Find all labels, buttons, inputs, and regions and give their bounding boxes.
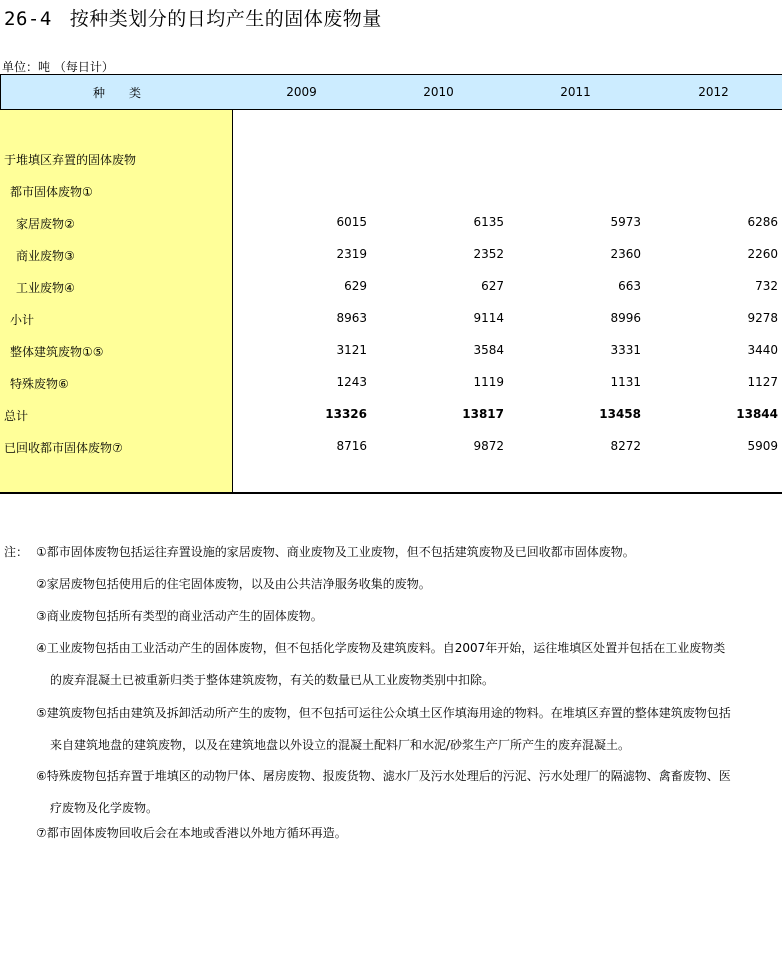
table-cell: 2360 xyxy=(610,247,641,261)
table-cell: 1119 xyxy=(473,375,504,389)
table-cell: 5909 xyxy=(747,439,778,453)
row-label-domestic: 家居废物② xyxy=(16,217,75,231)
table-number: 26-4 xyxy=(4,8,52,30)
header-year-label: 2011 xyxy=(560,85,591,99)
row-label-industrial: 工业废物④ xyxy=(16,281,75,295)
table-cell: 6135 xyxy=(473,215,504,229)
note-line: ③商业废物包括所有类型的商业活动产生的固体废物。 xyxy=(36,609,323,623)
note-line: 来自建筑地盘的建筑废物，以及在建筑地盘以外设立的混凝土配料厂和水泥/砂浆生产厂所产生的废弃混凝土。 xyxy=(50,738,631,752)
table-cell: 9872 xyxy=(473,439,504,453)
table-cell: 8996 xyxy=(610,311,641,325)
row-label-special: 特殊废物⑥ xyxy=(10,377,69,391)
note-line: ①都市固体废物包括运往弃置设施的家居废物、商业废物及工业废物，但不包括建筑废物及已回收都市固体废物。 xyxy=(36,545,635,559)
notes-prefix: 注： xyxy=(4,545,29,559)
table-cell: 9278 xyxy=(747,311,778,325)
row-label-landfill: 于堆填区弃置的固体废物 xyxy=(4,153,137,167)
row-label-construction: 整体建筑废物①⑤ xyxy=(10,345,104,359)
table-cell-total: 13458 xyxy=(599,407,641,421)
header-year-2010 xyxy=(370,74,508,110)
table-cell: 2352 xyxy=(473,247,504,261)
header-year-label: 2009 xyxy=(286,85,317,99)
table-cell: 2260 xyxy=(747,247,778,261)
table-cell: 1131 xyxy=(610,375,641,389)
table-cell: 3121 xyxy=(336,343,367,357)
row-label-msw: 都市固体废物① xyxy=(10,185,93,199)
row-label-recovered: 已回收都市固体废物⑦ xyxy=(4,441,123,455)
table-cell: 2319 xyxy=(336,247,367,261)
header-category xyxy=(0,74,234,110)
table-cell: 627 xyxy=(481,279,504,293)
table-cell: 3584 xyxy=(473,343,504,357)
table-title xyxy=(4,4,382,31)
note-line: ②家居废物包括使用后的住宅固体废物，以及由公共洁净服务收集的废物。 xyxy=(36,577,431,591)
unit-label: 单位：吨 （每日计） xyxy=(2,60,114,74)
row-label-subtotal: 小计 xyxy=(10,313,35,327)
table-cell: 3331 xyxy=(610,343,641,357)
table-cell: 6286 xyxy=(747,215,778,229)
row-label-commercial: 商业废物③ xyxy=(16,249,75,263)
table-cell: 629 xyxy=(344,279,367,293)
header-category-label: 种 类 xyxy=(92,85,141,100)
table-cell: 8716 xyxy=(336,439,367,453)
table-cell: 9114 xyxy=(473,311,504,325)
note-line: ⑥特殊废物包括弃置于堆填区的动物尸体、屠房废物、报废货物、滤水厂及污水处理后的污泥、污水处理厂的隔滤物、禽畜废物、医 xyxy=(36,769,731,783)
table-cell: 732 xyxy=(755,279,778,293)
table-cell: 8963 xyxy=(336,311,367,325)
note-line: ⑦都市固体废物回收后会在本地或香港以外地方循环再造。 xyxy=(36,826,347,840)
table-cell-total: 13326 xyxy=(325,407,367,421)
table-cell: 6015 xyxy=(336,215,367,229)
header-year-2011 xyxy=(507,74,645,110)
table-bottom-border xyxy=(0,492,782,494)
table-cell: 663 xyxy=(618,279,641,293)
note-line: ④工业废物包括由工业活动产生的固体废物，但不包括化学废物及建筑废料。自2007年开始，运往堆填区处置并包括在工业废物类 xyxy=(36,641,726,655)
title-text: 按种类划分的日均产生的固体废物量 xyxy=(69,8,382,30)
header-year-2012 xyxy=(644,74,782,110)
header-year-2009 xyxy=(233,74,371,110)
table-cell: 3440 xyxy=(747,343,778,357)
header-year-label: 2010 xyxy=(423,85,454,99)
note-line: ⑤建筑废物包括由建筑及拆卸活动所产生的废物，但不包括可运往公众填土区作填海用途的物料。在堆填区弃置的整体建筑废物包括 xyxy=(36,706,731,720)
table-cell: 1127 xyxy=(747,375,778,389)
table-cell: 8272 xyxy=(610,439,641,453)
header-year-label: 2012 xyxy=(698,85,729,99)
table-cell: 5973 xyxy=(610,215,641,229)
note-line: 疗废物及化学废物。 xyxy=(50,801,159,815)
note-line: 的废弃混凝土已被重新归类于整体建筑废物，有关的数量已从工业废物类别中扣除。 xyxy=(50,673,495,687)
table-cell: 1243 xyxy=(336,375,367,389)
table-cell-total: 13817 xyxy=(462,407,504,421)
table-cell-total: 13844 xyxy=(736,407,778,421)
row-label-total: 总计 xyxy=(4,409,29,423)
